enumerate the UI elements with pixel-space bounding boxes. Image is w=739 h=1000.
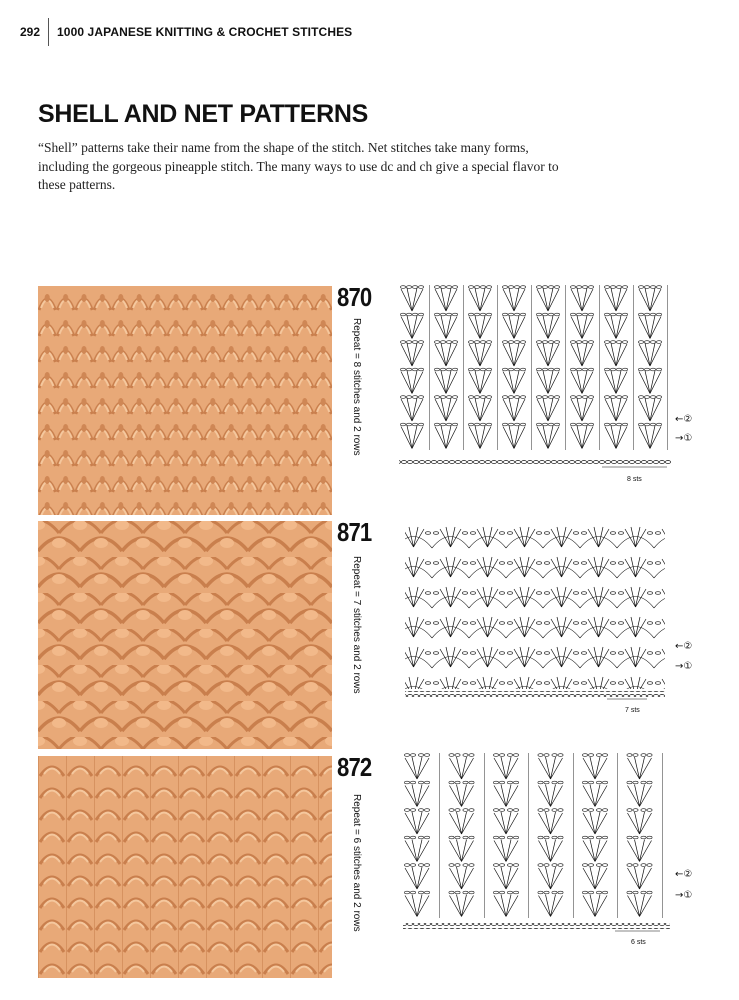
repeat-note-870: Repeat = 8 stitches and 2 rows bbox=[351, 318, 362, 456]
chart-diagram-870 bbox=[395, 285, 700, 485]
swatch-870-texture bbox=[38, 286, 332, 515]
row-marker-872-1: →① bbox=[675, 890, 693, 901]
swatch-photo-872 bbox=[38, 756, 332, 978]
repeat-note-872: Repeat = 6 stitches and 2 rows bbox=[351, 794, 362, 932]
row-marker-871-2: ←② bbox=[675, 641, 693, 652]
sts-label-872: 6 sts bbox=[631, 939, 646, 946]
pattern-number-870: 870 bbox=[337, 282, 372, 312]
swatch-photo-870 bbox=[38, 286, 332, 515]
running-header bbox=[20, 18, 352, 46]
page-number: 292 bbox=[20, 25, 41, 39]
swatch-photo-871 bbox=[38, 521, 332, 749]
row-marker-870-1: →① bbox=[675, 433, 693, 444]
diagram-872-grid bbox=[395, 753, 700, 953]
repeat-note-871: Repeat = 7 stitches and 2 rows bbox=[351, 556, 362, 694]
section-intro: “Shell” patterns take their name from the shape of the stitch. Net stitches take many forms, including the gorgeous pineapple stitch. The many ways to use dc and ch give a special flavor to these patterns. bbox=[38, 140, 559, 192]
row-marker-870-2: ←② bbox=[675, 414, 693, 425]
chart-diagram-872 bbox=[395, 753, 700, 953]
row-marker-871-1: →① bbox=[675, 661, 693, 672]
sts-label-870: 8 sts bbox=[627, 476, 642, 483]
book-title: 1000 JAPANESE KNITTING & CROCHET STITCHES bbox=[57, 25, 353, 39]
pattern-number-871: 871 bbox=[337, 517, 372, 547]
diagram-870-grid bbox=[395, 285, 700, 485]
swatch-872-texture bbox=[38, 756, 332, 978]
section-title: SHELL AND NET PATTERNS bbox=[38, 100, 368, 128]
header-divider bbox=[48, 18, 49, 46]
pattern-number-872: 872 bbox=[337, 752, 372, 782]
diagram-871-grid bbox=[395, 519, 700, 719]
swatch-871-texture bbox=[38, 521, 332, 749]
chart-diagram-871 bbox=[395, 519, 700, 719]
sts-label-871: 7 sts bbox=[625, 707, 640, 714]
row-marker-872-2: ←② bbox=[675, 869, 693, 880]
